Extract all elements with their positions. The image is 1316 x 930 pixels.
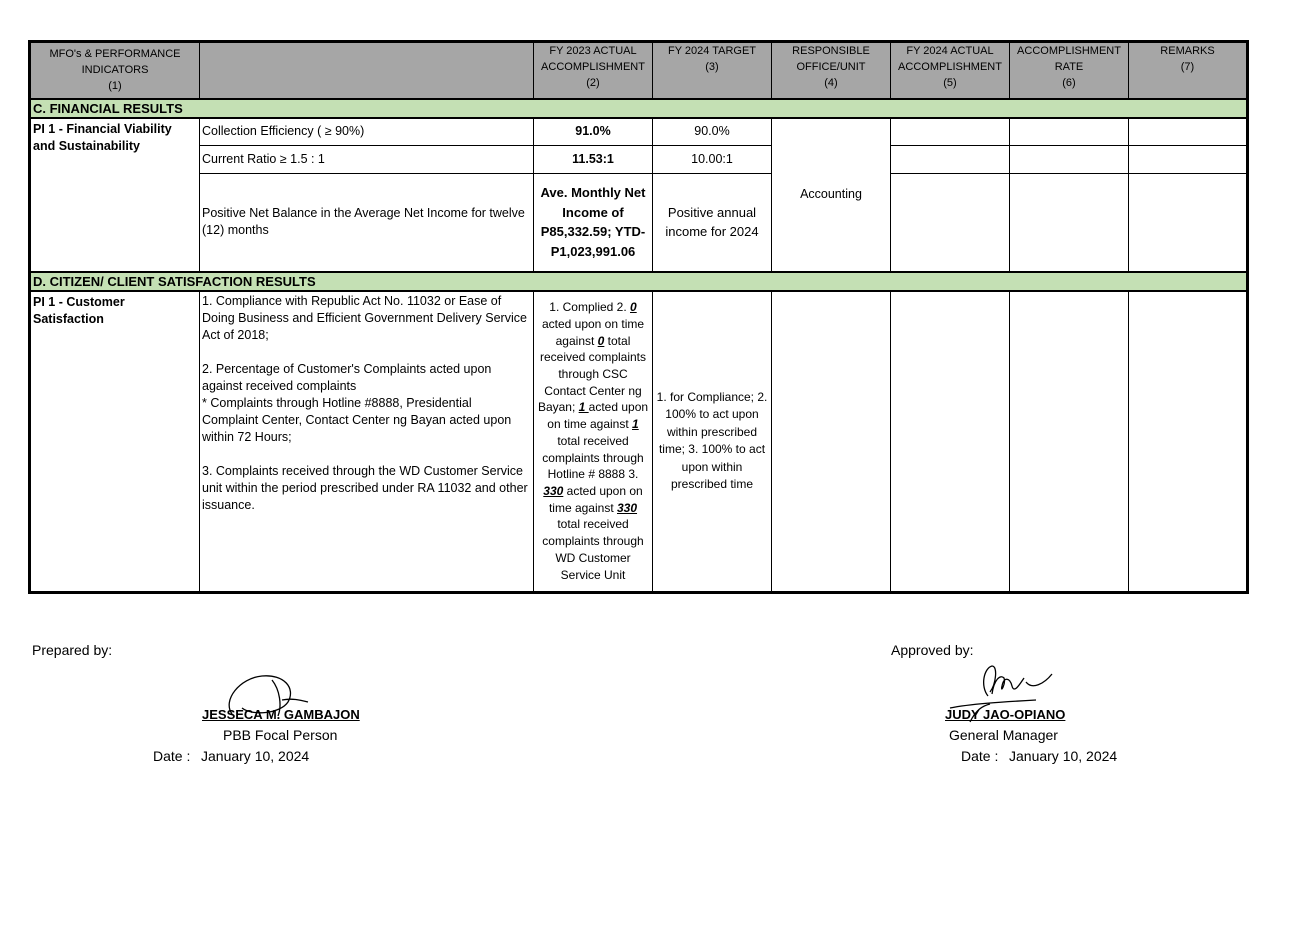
fy2023-actual-cell: Ave. Monthly Net Income of P85,332.59; YTD-P1,023,991.06 <box>534 174 653 272</box>
remarks-cell <box>1129 174 1248 272</box>
rate-cell <box>1010 174 1129 272</box>
prepared-date: January 10, 2024 <box>201 748 310 764</box>
remarks-cell <box>1129 118 1248 146</box>
header-remarks: REMARKS (7) <box>1129 42 1248 99</box>
approved-by-name: JUDY JAO-OPIANO <box>945 707 1066 722</box>
indicator-cell: Positive Net Balance in the Average Net Income for twelve (12) months <box>200 174 534 272</box>
header-accomplishment-rate: ACCOMPLISHMENT RATE (6) <box>1010 42 1129 99</box>
header-responsible-office: RESPONSIBLE OFFICE/UNIT (4) <box>772 42 891 99</box>
prepared-by-name: JESSECA M. GAMBAJON <box>202 707 360 722</box>
prepared-by-label: Prepared by: <box>32 642 113 658</box>
fy2024-target-cell: Positive annual income for 2024 <box>653 174 772 272</box>
fy2023-actual-cell: 11.53:1 <box>534 146 653 174</box>
header-row <box>30 42 1248 99</box>
section-client-satisfaction <box>30 272 1248 291</box>
approved-date-label: Date : <box>961 748 999 764</box>
pi-financial-viability: PI 1 - Financial Viability and Sustainability <box>30 118 200 272</box>
header-mfo-indicators: MFO's & PERFORMANCE INDICATORS (1) <box>30 42 200 99</box>
fy2023-actual-cell: 91.0% <box>534 118 653 146</box>
header-fy2023-actual: FY 2023 ACTUAL ACCOMPLISHMENT (2) <box>534 42 653 99</box>
pi-customer-satisfaction: PI 1 - Customer Satisfaction <box>30 291 200 593</box>
remarks-cell <box>1129 291 1248 593</box>
section-financial-results <box>30 99 1248 118</box>
fy2024-actual-cell <box>891 146 1010 174</box>
fy2024-actual-cell <box>891 291 1010 593</box>
section-title: D. CITIZEN/ CLIENT SATISFACTION RESULTS <box>30 272 1248 291</box>
rate-cell <box>1010 146 1129 174</box>
indicator-item: 3. Complaints received through the WD Customer Service unit within the period prescribed under RA 11032 and other issuance. <box>202 463 528 512</box>
table-row <box>30 146 1248 174</box>
indicator-item: 2. Percentage of Customer's Complaints acted upon against received complaints * Complaints through Hotline #8888, Presidential Complaint Center, Contact Center ng Bayan acted upon within 72 Hours; <box>202 361 512 444</box>
approved-by-title: General Manager <box>949 727 1058 743</box>
indicator-cell: Collection Efficiency ( ≥ 90%) <box>200 118 534 146</box>
approved-date: January 10, 2024 <box>1009 748 1118 764</box>
rate-cell <box>1010 291 1129 593</box>
table-row <box>30 174 1248 272</box>
fy2024-target-cell: 10.00:1 <box>653 146 772 174</box>
header-blank <box>200 42 534 99</box>
fy2024-actual-cell <box>891 174 1010 272</box>
responsible-office-cell <box>772 291 891 593</box>
fy2024-target-cell: 1. for Compliance; 2. 100% to act upon within prescribed time; 3. 100% to act upon within prescribed time <box>653 291 772 593</box>
indicator-cell <box>200 291 534 593</box>
table-row <box>30 291 1248 593</box>
fy2024-actual-cell <box>891 118 1010 146</box>
indicator-cell: Current Ratio ≥ 1.5 : 1 <box>200 146 534 174</box>
rate-cell <box>1010 118 1129 146</box>
responsible-office-cell: Accounting <box>772 118 891 272</box>
header-fy2024-target: FY 2024 TARGET (3) <box>653 42 772 99</box>
indicator-item: 1. Compliance with Republic Act No. 11032 or Ease of Doing Business and Efficient Government Delivery Service Act of 2018; <box>202 293 527 342</box>
fy2024-target-cell: 90.0% <box>653 118 772 146</box>
section-title: C. FINANCIAL RESULTS <box>30 99 1248 118</box>
approved-by-label: Approved by: <box>891 642 974 658</box>
table-row <box>30 118 1248 146</box>
prepared-by-title: PBB Focal Person <box>223 727 338 743</box>
prepared-date-label: Date : <box>153 748 191 764</box>
remarks-cell <box>1129 146 1248 174</box>
performance-report-table <box>28 40 1249 594</box>
header-fy2024-actual: FY 2024 ACTUAL ACCOMPLISHMENT (5) <box>891 42 1010 99</box>
fy2023-actual-cell: 1. Complied 2. 0 acted upon on time against 0 total received complaints through CSC Contact Center ng Bayan; 1 acted upon on time against 1 total received complaints through Hotline # 8888 3. 330 acted upon on time against 330 total received complaints through WD Customer Service Unit <box>534 291 653 593</box>
